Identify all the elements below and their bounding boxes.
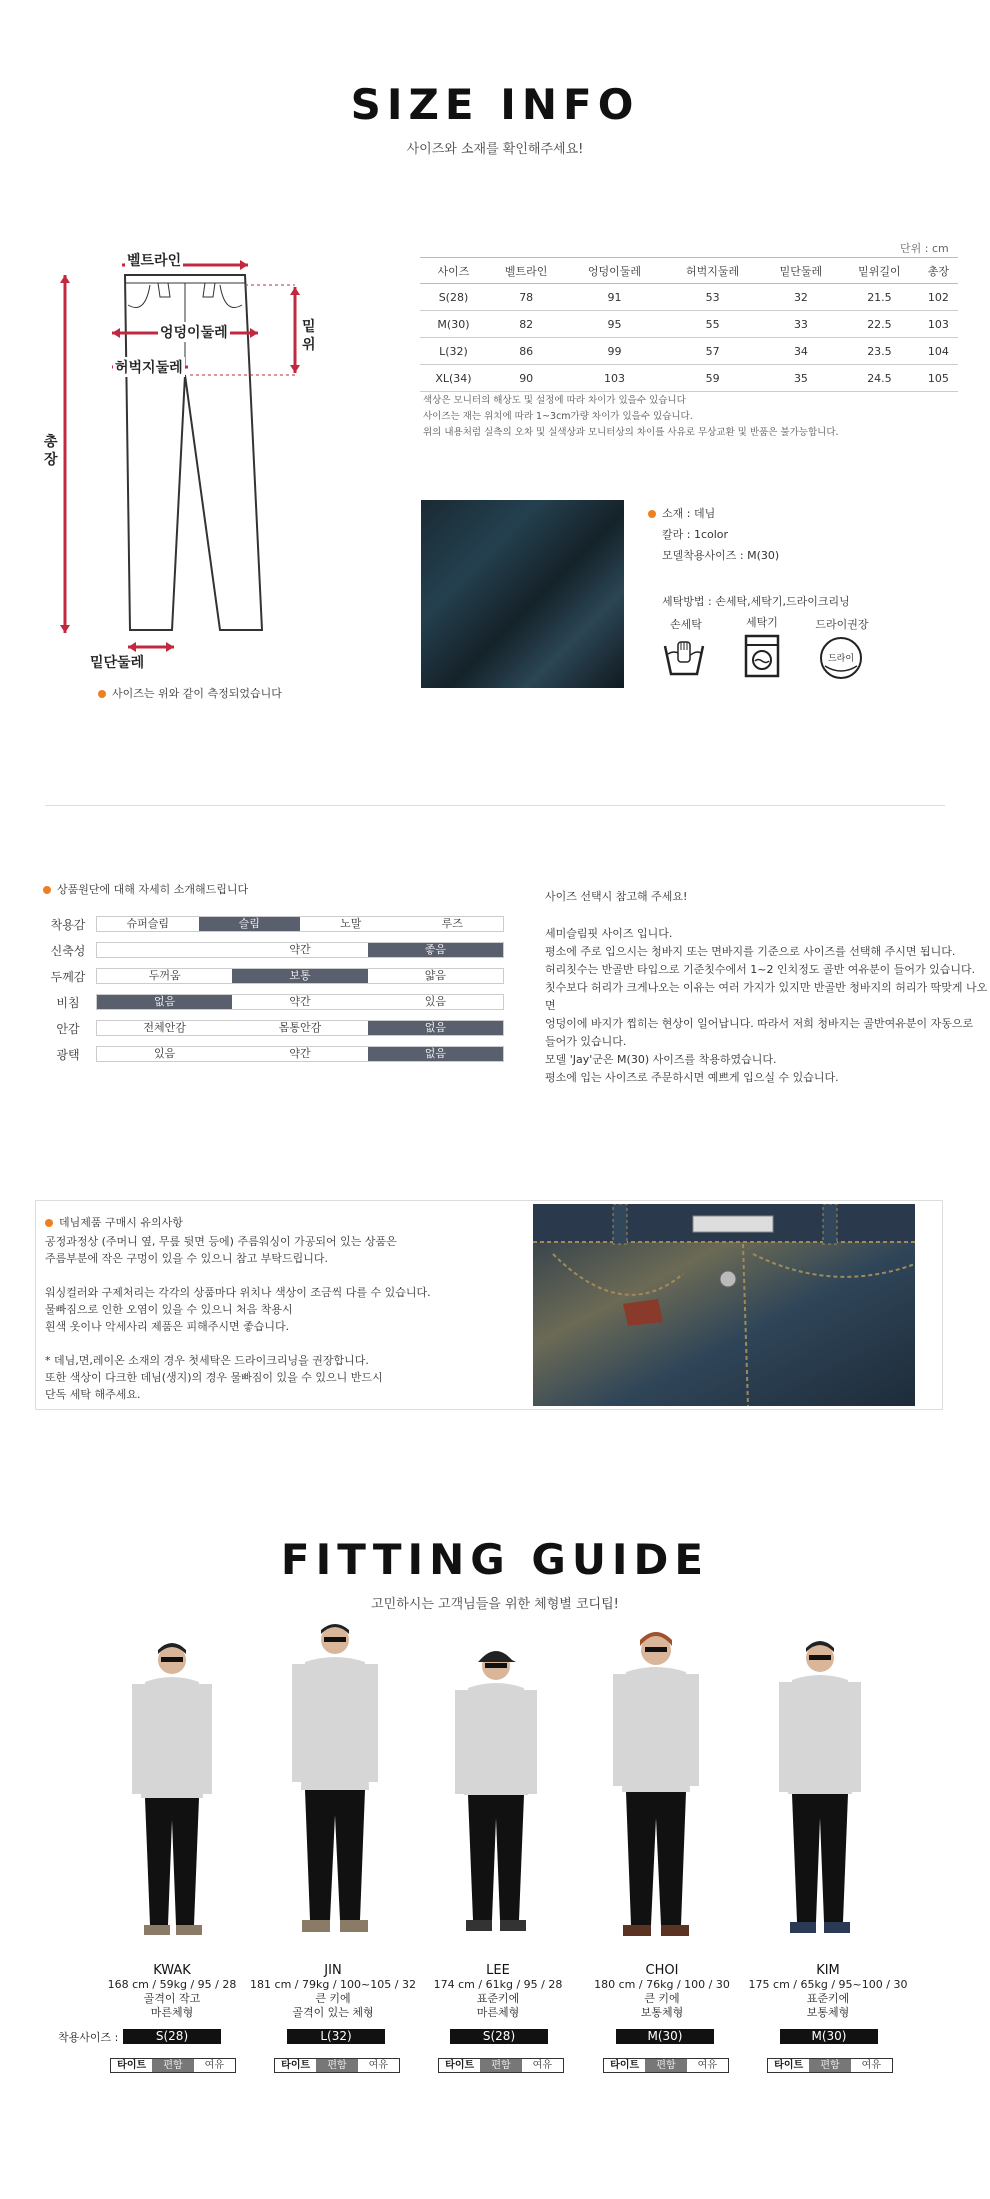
cell: 103: [565, 365, 663, 392]
model-name: KWAK: [153, 1963, 191, 1978]
bar-option-selected: 좋음: [368, 943, 503, 957]
bar-option: 약간: [289, 995, 311, 1008]
worn-size-badge: M(30): [780, 2029, 878, 2044]
model-stats: 168 cm / 59kg / 95 / 28: [107, 1978, 237, 1991]
notice-line: * 데님,면,레이온 소재의 경우 첫세탁은 드라이크리닝을 권장합니다.: [45, 1354, 369, 1367]
bullet-icon: [43, 886, 51, 894]
diagram-note-text: 사이즈는 위와 같이 측정되었습니다: [112, 687, 282, 700]
model-name: LEE: [486, 1963, 510, 1978]
attribute-bar: [96, 942, 504, 958]
model-figure-choi: [613, 1632, 699, 1936]
size-info-title: SIZE INFO: [350, 80, 640, 129]
model-name: KIM: [816, 1963, 840, 1978]
guide-line: 엉덩이에 바지가 찝히는 현상이 일어납니다. 따라서 저희 청바지는 골반여유분이 자동으로: [545, 1017, 974, 1030]
table-row: [420, 338, 958, 365]
jeans-closeup-image: [533, 1204, 915, 1406]
cell: 95: [565, 311, 663, 338]
length-label: 총장: [42, 433, 60, 469]
guide-line: 칫수보다 허리가 크게나오는 이유는 여러 가지가 있지만 반골반 청바지의 허리가 딱맞게 나오면: [545, 981, 988, 1012]
bar-option: 노말: [340, 917, 362, 930]
guide-line: 들어가 있습니다.: [545, 1035, 627, 1048]
fit-rating-bar: [603, 2058, 729, 2073]
bar-option-selected: 보통: [232, 969, 367, 983]
fit-option: 타이트: [439, 2059, 480, 2072]
model-body: 표준키에: [806, 1992, 850, 2005]
cell: L(32): [420, 338, 487, 365]
model-photos: [0, 1620, 990, 1955]
cell: S(28): [420, 284, 487, 311]
cell: 91: [565, 284, 663, 311]
note-line: 사이즈는 재는 위치에 따라 1~3cm가량 차이가 있을수 있습니다.: [423, 411, 693, 422]
cell: 53: [664, 284, 762, 311]
attributes-heading-text: 상품원단에 대해 자세히 소개해드립니다: [57, 883, 249, 896]
fit-rating-bar: [767, 2058, 893, 2073]
model-figure-lee: [455, 1651, 537, 1931]
model-lee: [418, 1963, 578, 2020]
fit-option-selected: 편함: [480, 2059, 521, 2072]
fit-option: 여유: [861, 2060, 881, 2071]
size-info-subtitle: 사이즈와 소재를 확인해주세요!: [406, 142, 584, 157]
attribute-label: 비침: [56, 995, 80, 1010]
bar-option-selected: 없음: [368, 1047, 503, 1061]
size-guide-heading: 사이즈 선택시 참고해 주세요!: [545, 890, 688, 903]
model-figure-jin: [292, 1624, 378, 1932]
fit-option: 타이트: [275, 2059, 316, 2072]
attribute-label: 광택: [56, 1047, 80, 1062]
cell: 99: [565, 338, 663, 365]
cell: 78: [487, 284, 566, 311]
model-kim: [743, 1963, 913, 2020]
fit-rating-bar: [438, 2058, 564, 2073]
bar-option-selected: 없음: [97, 995, 232, 1009]
attribute-row-fit: [43, 913, 504, 935]
attribute-row-thickness: [43, 965, 504, 987]
bar-option: 약간: [289, 943, 311, 956]
bar-option: 몸통안감: [278, 1021, 322, 1034]
bullet-icon: [648, 510, 656, 518]
cell: 23.5: [840, 338, 919, 365]
guide-line: 허리칫수는 반골반 타입으로 기준칫수에서 1~2 인치정도 골반 여유분이 들어가 있습니다.: [545, 963, 976, 976]
guide-line: 모델 'Jay'군은 M(30) 사이즈를 착용하였습니다.: [545, 1053, 777, 1066]
attribute-list: [43, 913, 504, 1065]
model-stats: 181 cm / 79kg / 100~105 / 32: [250, 1978, 416, 1991]
notice-line: 흰색 옷이나 악세사리 제품은 피해주시면 좋습니다.: [45, 1320, 290, 1333]
attribute-label: 신축성: [50, 943, 86, 958]
model-body: 마른체형: [476, 2006, 520, 2019]
guide-line: 세미슬림핏 사이즈 입니다.: [545, 927, 673, 940]
cell: 90: [487, 365, 566, 392]
notice-line: 공정과정상 (주머니 옆, 무릎 뒷면 등에) 주름워싱이 가공되어 있는 상품은: [45, 1235, 397, 1248]
pants-outline-icon: [40, 245, 340, 665]
bar-option: 약간: [289, 1047, 311, 1060]
fit-rating-bar: [110, 2058, 236, 2073]
cell: 22.5: [840, 311, 919, 338]
cell: 35: [762, 365, 841, 392]
model-size-line: 모델착용사이즈 : M(30): [662, 549, 780, 562]
col-header: 사이즈: [420, 258, 487, 284]
cell: 59: [664, 365, 762, 392]
table-row: [420, 365, 958, 392]
cell: 33: [762, 311, 841, 338]
col-header: 엉덩이둘레: [565, 258, 663, 284]
fit-option-selected: 편함: [809, 2059, 850, 2072]
hem-label: 밑단둘레: [88, 652, 146, 672]
fit-option: 여유: [204, 2060, 224, 2071]
fabric-line: [648, 503, 779, 524]
notice-line: 단독 세탁 해주세요.: [45, 1388, 141, 1401]
wash-label-dry: 드라이권장: [815, 618, 869, 631]
fit-option-selected: 편함: [645, 2059, 686, 2072]
worn-size-badge: S(28): [123, 2029, 221, 2044]
notice-line: 물빠짐으로 인한 오염이 있을 수 있으니 처음 착용시: [45, 1303, 293, 1316]
fit-option: 여유: [368, 2060, 388, 2071]
size-table: [420, 257, 958, 392]
cell: 55: [664, 311, 762, 338]
notice-spacer: [45, 1335, 431, 1352]
cell: 24.5: [840, 365, 919, 392]
attribute-bar: [96, 994, 504, 1010]
fitting-guide-title: FITTING GUIDE: [280, 1535, 710, 1584]
cell: 103: [919, 311, 958, 338]
bar-option: 얇음: [424, 969, 446, 982]
cell: M(30): [420, 311, 487, 338]
note-line: 위의 내용처럼 실측의 오차 및 실색상과 모니터상의 차이를 사유로 무상교환 및 반품은 불가능합니다.: [423, 427, 839, 438]
note-line: 색상은 모니터의 해상도 및 설정에 따라 차이가 있을수 있습니다: [423, 395, 686, 406]
notice-spacer: [45, 1267, 431, 1284]
denim-notice-heading: [45, 1214, 183, 1231]
cell: XL(34): [420, 365, 487, 392]
model-jin: [248, 1963, 418, 2020]
wash-label-hand: 손세탁: [670, 618, 702, 631]
bar-option: [97, 943, 232, 957]
attributes-heading: [43, 881, 248, 897]
model-body: 보통체형: [806, 2006, 850, 2019]
fit-option: 여유: [697, 2060, 717, 2071]
model-body: 표준키에: [476, 1992, 520, 2005]
cell: 102: [919, 284, 958, 311]
model-body: 큰 키에: [644, 1992, 680, 2005]
table-row: [420, 284, 958, 311]
bar-option-selected: 슬림: [199, 917, 301, 931]
size-row-label: 착용사이즈 :: [58, 2031, 119, 2044]
attribute-bar: [96, 968, 504, 984]
bar-option: 있음: [424, 995, 446, 1008]
worn-size-badge: M(30): [616, 2029, 714, 2044]
model-stats: 175 cm / 65kg / 95~100 / 30: [748, 1978, 908, 1991]
thigh-label: 허벅지둘레: [113, 357, 185, 377]
col-header: 밑단둘레: [762, 258, 841, 284]
notice-line: 또한 색상이 다크한 데님(생지)의 경우 물빠짐이 있을 수 있으니 반드시: [45, 1371, 383, 1384]
fit-option: 타이트: [604, 2059, 645, 2072]
fit-option-selected: 편함: [316, 2059, 357, 2072]
col-header: 벨트라인: [487, 258, 566, 284]
fit-rating-bar: [274, 2058, 400, 2073]
fit-option-selected: 편함: [152, 2059, 193, 2072]
fit-option: 여유: [532, 2060, 552, 2071]
fitting-guide-subtitle: 고민하시는 고객님들을 위한 체형별 코디팁!: [371, 1597, 619, 1612]
model-kwak: [92, 1963, 252, 2020]
unit-label: 단위 : cm: [900, 242, 949, 255]
material-info: [648, 503, 779, 566]
model-body: 골격이 있는 체형: [292, 2006, 374, 2019]
attribute-row-lining: [43, 1017, 504, 1039]
col-header: 밑위길이: [840, 258, 919, 284]
cell: 86: [487, 338, 566, 365]
cell: 32: [762, 284, 841, 311]
model-body: 보통체형: [640, 2006, 684, 2019]
cell: 104: [919, 338, 958, 365]
fit-option: 타이트: [768, 2059, 809, 2072]
bullet-icon: [98, 690, 106, 698]
model-figure-kwak: [132, 1643, 212, 1935]
model-stats: 180 cm / 76kg / 100 / 30: [594, 1978, 730, 1991]
wash-method: 세탁방법 : 손세탁,세탁기,드라이크리닝: [662, 595, 850, 608]
diagram-note: [98, 685, 282, 701]
guide-line: 평소에 주로 입으시는 청바지 또는 면바지를 기준으로 사이즈를 선택해 주시면 됩니다.: [545, 945, 956, 958]
size-table-header: [420, 258, 958, 284]
bar-option: 두꺼움: [148, 969, 181, 982]
size-notes: [423, 393, 839, 441]
bar-option: 전체안감: [143, 1021, 186, 1034]
cell: 82: [487, 311, 566, 338]
attribute-label: 착용감: [50, 917, 86, 932]
attribute-row-gloss: [43, 1043, 504, 1065]
attribute-row-sheer: [43, 991, 504, 1013]
denim-notice-heading-text: 데님제품 구매시 유의사항: [59, 1216, 183, 1229]
attribute-row-stretch: [43, 939, 504, 961]
fabric-text: 소재 : 데님: [662, 507, 716, 520]
model-body: 큰 키에: [315, 1992, 351, 2005]
size-guide-body: [545, 925, 990, 1087]
fit-option: 타이트: [111, 2059, 152, 2072]
model-choi: [582, 1963, 742, 2020]
worn-size-badge: L(32): [287, 2029, 385, 2044]
fabric-swatch-image: [421, 500, 624, 688]
attribute-bar: [96, 916, 504, 932]
rise-label: 밑위: [300, 318, 318, 354]
model-body: 골격이 작고: [143, 1992, 201, 2005]
model-figure-kim: [779, 1641, 861, 1933]
cell: 34: [762, 338, 841, 365]
denim-notice-body: [45, 1233, 431, 1403]
notice-line: 주름부분에 작은 구멍이 있을 수 있으니 참고 부탁드립니다.: [45, 1252, 328, 1265]
cell: 21.5: [840, 284, 919, 311]
bullet-icon: [45, 1219, 53, 1227]
cell: 57: [664, 338, 762, 365]
guide-line: 평소에 입는 사이즈로 주문하시면 예쁘게 입으실 수 있습니다.: [545, 1071, 839, 1084]
notice-line: 워싱컬러와 구제처리는 각각의 상품마다 위치나 색상이 조금씩 다를 수 있습니다.: [45, 1286, 431, 1299]
section-divider: [45, 805, 945, 806]
hip-label: 엉덩이둘레: [158, 322, 230, 342]
belt-line-label: 벨트라인: [125, 250, 183, 270]
dry-clean-text: 드라이: [827, 654, 855, 664]
bar-option: 있음: [154, 1047, 176, 1060]
hand-wash-icon: [662, 636, 706, 684]
attribute-bar: [96, 1020, 504, 1036]
attribute-bar: [96, 1046, 504, 1062]
bar-option: 슈퍼슬림: [126, 917, 169, 930]
attribute-label: 두께감: [50, 969, 86, 984]
table-row: [420, 311, 958, 338]
bar-option-selected: 없음: [368, 1021, 503, 1035]
washing-machine-icon: [740, 634, 784, 682]
model-name: JIN: [324, 1963, 342, 1978]
model-body: 마른체형: [150, 2006, 194, 2019]
wash-label-machine: 세탁기: [746, 616, 778, 629]
attribute-label: 안감: [56, 1021, 80, 1036]
cell: 105: [919, 365, 958, 392]
worn-size-badge: S(28): [450, 2029, 548, 2044]
color-line: 칼라 : 1color: [662, 528, 729, 541]
pants-diagram: [40, 245, 340, 665]
bar-option: 루즈: [441, 917, 463, 930]
model-stats: 174 cm / 61kg / 95 / 28: [433, 1978, 563, 1991]
col-header: 총장: [919, 258, 958, 284]
col-header: 허벅지둘레: [664, 258, 762, 284]
dry-clean-icon: [819, 636, 863, 684]
model-name: CHOI: [645, 1963, 679, 1978]
